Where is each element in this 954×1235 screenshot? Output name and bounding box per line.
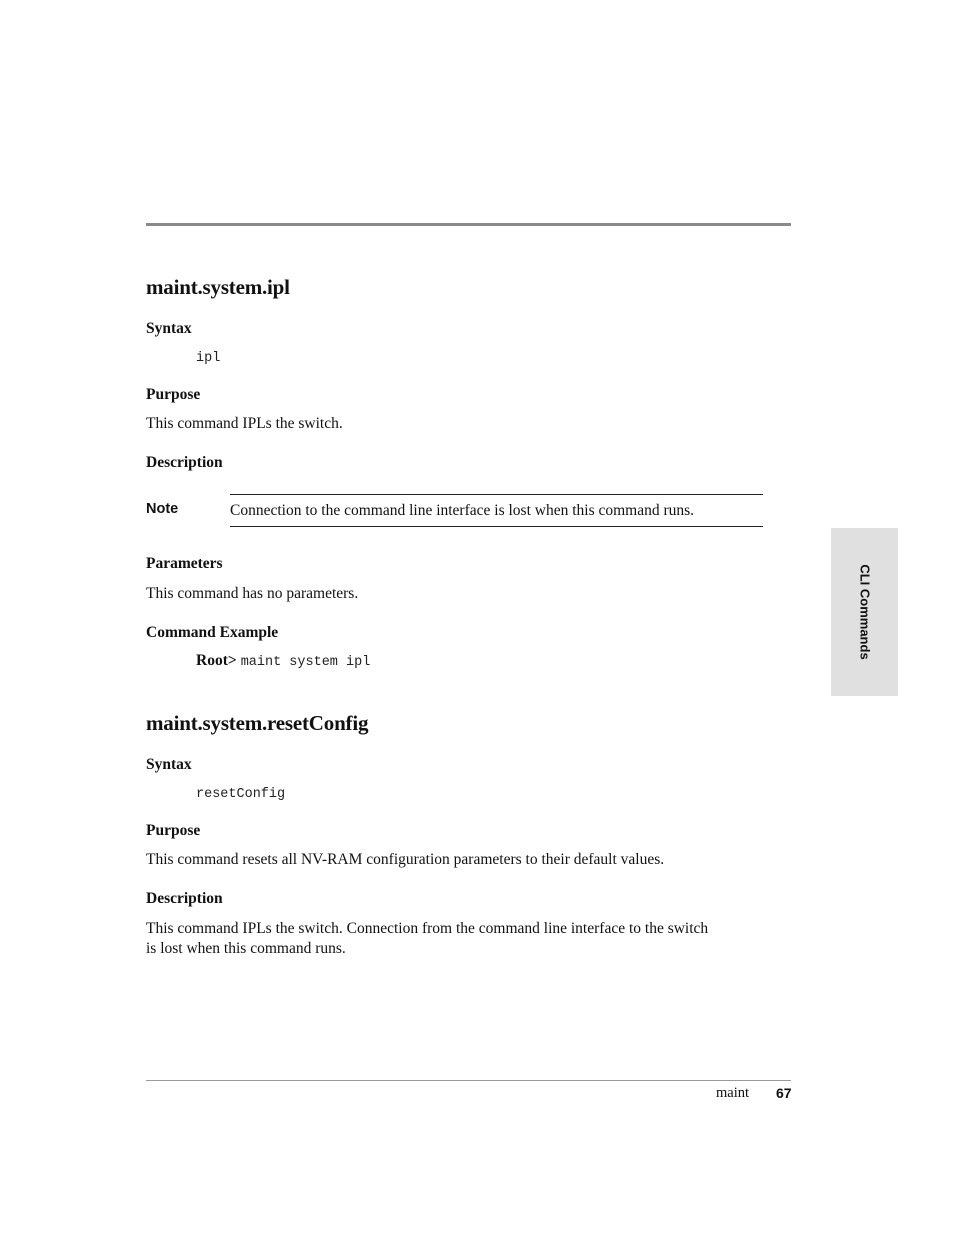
parameters-text: This command has no parameters. xyxy=(146,585,359,602)
note-label: Note xyxy=(146,501,179,517)
purpose-text: This command resets all NV-RAM configuration parameters to their default values. xyxy=(146,851,665,868)
syntax-code: resetConfig xyxy=(196,787,286,802)
syntax-heading: Syntax xyxy=(146,756,192,773)
command-example-heading: Command Example xyxy=(146,624,279,641)
parameters-heading: Parameters xyxy=(146,555,223,572)
note-box xyxy=(230,494,763,527)
command-prompt: Root> xyxy=(196,652,237,669)
note-text: Connection to the command line interface is lost when this command runs. xyxy=(230,502,695,519)
side-tab xyxy=(831,528,898,696)
purpose-text: This command IPLs the switch. xyxy=(146,415,343,432)
section-title-ipl: maint.system.ipl xyxy=(146,275,290,299)
command-example xyxy=(196,652,370,670)
syntax-heading: Syntax xyxy=(146,320,192,337)
description-heading: Description xyxy=(146,454,223,471)
footer-page-number: 67 xyxy=(776,1085,792,1101)
purpose-heading: Purpose xyxy=(146,386,201,403)
purpose-heading: Purpose xyxy=(146,822,201,839)
section-title-resetconfig: maint.system.resetConfig xyxy=(146,711,369,735)
description-heading: Description xyxy=(146,890,223,907)
footer-section-name: maint xyxy=(716,1085,750,1101)
side-tab-label: CLI Commands xyxy=(857,564,872,660)
header-rule xyxy=(146,223,791,226)
description-line: is lost when this command runs. xyxy=(146,940,346,957)
description-line: This command IPLs the switch. Connection from the command line interface to the switch xyxy=(146,920,709,937)
syntax-code: ipl xyxy=(196,351,221,366)
command-example-code: maint system ipl xyxy=(240,655,371,670)
footer-rule xyxy=(146,1080,791,1081)
